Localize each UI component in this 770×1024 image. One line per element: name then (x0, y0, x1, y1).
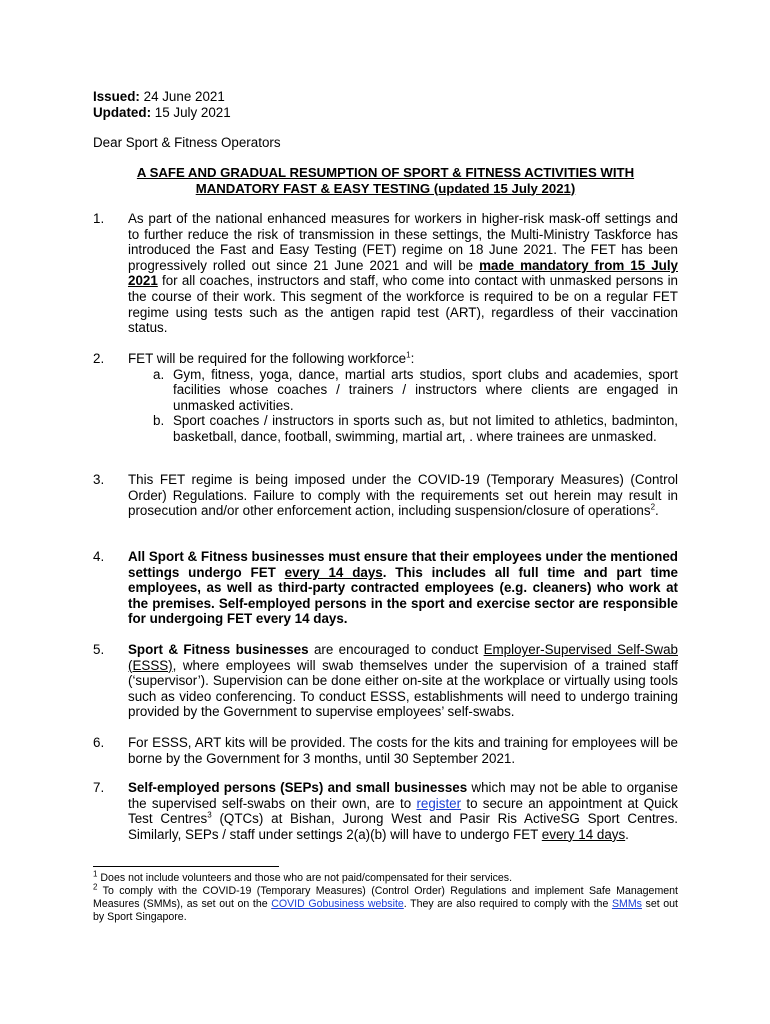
salutation: Dear Sport & Fitness Operators (93, 135, 281, 150)
footnote-mark: 2 (93, 882, 98, 892)
footnote-divider (93, 866, 279, 867)
register-link[interactable]: register (416, 795, 462, 811)
paragraph-2 (93, 351, 678, 445)
every-14-days-emphasis: every 14 days (284, 564, 383, 580)
text-span: : (410, 351, 415, 366)
list-letter: b. (153, 413, 165, 429)
text-span: This FET regime is being imposed under the COVID-19 (Temporary Measures) (Control Order) Regulations. Failure to comply with the requirements set out herein may result in prosecution and/or other enforcement action, including suspension/closure of operations (128, 472, 678, 519)
footnote-1 (93, 869, 678, 885)
paragraph-6 (93, 735, 678, 766)
text-span: to secure an appointment at Quick Test Centres (128, 795, 678, 827)
paragraph-4 (93, 549, 678, 627)
paragraph-body: For ESSS, ART kits will be provided. The costs for the kits and training for employees will be borne by the Government for 3 months, until 30 September 2021. (128, 735, 678, 766)
footnote-text: Does not include volunteers and those who are not paid/compensated for their services. (97, 872, 513, 884)
sub-list (128, 367, 678, 445)
footnote-ref-2: 2 (650, 502, 656, 512)
paragraph-number: 7. (93, 780, 105, 795)
smms-link[interactable]: SMMs (611, 898, 642, 910)
paragraph-1 (93, 211, 678, 336)
text-span: . This includes all full time and part time employees, as well as third-party contracted employees (e.g. cleaners) who work at the premises. Self-employed persons in the sport and exercise sector are responsible for undergoing FET every 14 days. (128, 564, 678, 627)
footnote-mark: 1 (93, 869, 98, 879)
paragraph-3 (93, 472, 678, 519)
text-span: . (655, 503, 659, 519)
text-span: Sport & Fitness businesses (128, 642, 309, 657)
paragraph-5 (93, 642, 678, 720)
paragraph-number: 6. (93, 735, 105, 750)
paragraph-body (128, 472, 678, 519)
paragraph-number: 2. (93, 351, 105, 366)
paragraph-body (128, 642, 678, 720)
text-span: FET will be required for the following workforce (128, 351, 407, 366)
text-span: which may not be able to organise the supervised self-swabs on their own, are to (128, 780, 678, 811)
letter-title (93, 165, 678, 196)
issued-line (93, 88, 225, 105)
updated-line (93, 104, 231, 121)
mandatory-date-emphasis: made mandatory from 15 July 2021 (128, 257, 678, 289)
text-span: for all coaches, instructors and staff, who come into contact with unmasked persons in the course of their work. This segment of the workforce is required to be on a regular FET regime using tests such as the antigen rapid test (ART), regardless of their vaccination status. (128, 273, 678, 336)
list-item-text: Sport coaches / instructors in sports such as, but not limited to athletics, badminton, basketball, dance, football, swimming, martial art, . where trainees are unmasked. (173, 413, 678, 444)
paragraph-body (128, 549, 678, 627)
issued-label: Issued: (93, 89, 140, 104)
title-line-1: A SAFE AND GRADUAL RESUMPTION OF SPORT & FITNESS ACTIVITIES WITH (136, 165, 635, 180)
text-span: , where employees will swab themselves under the supervision of a trained staff (‘supervisor’). Supervision can be done either on-site at the workplace or virtually using tools such as video conferencing. To conduct ESSS, establishments will need to undergo training provided by the Government to supervise employees’ self-swabs. (128, 657, 678, 720)
updated-label: Updated: (93, 105, 152, 120)
issued-date: 24 June 2021 (143, 89, 225, 104)
footnote-ref-3: 3 (207, 810, 212, 820)
paragraph-number: 4. (93, 549, 105, 564)
every-14-days-emphasis: every 14 days (541, 826, 626, 842)
footnote-text: To comply with the COVID-19 (Temporary Measures) (Control Order) Regulations and implement Safe Management Measures (SMMs), as set out on the (93, 885, 678, 910)
footnote-text: . They are also required to comply with the (403, 898, 612, 910)
list-letter: a. (153, 366, 165, 382)
paragraph-body (128, 351, 678, 367)
list-item-a (153, 367, 678, 414)
text-span: (QTCs) at Bishan, Jurong West and Pasir Ris ActiveSG Sport Centres. Similarly, SEPs / staff under settings 2(a)(b) will have to undergo FET (128, 811, 679, 842)
title-line-2: MANDATORY FAST & EASY TESTING (updated 15 July 2021) (195, 180, 576, 196)
list-item-b (153, 413, 678, 444)
updated-date: 15 July 2021 (154, 105, 231, 120)
footnote-2 (93, 882, 678, 924)
paragraph-number: 3. (93, 472, 105, 487)
paragraph-number: 5. (93, 642, 105, 657)
paragraph-body (128, 211, 678, 336)
text-span: Self-employed persons (SEPs) and small businesses (128, 780, 468, 795)
covid-gobusiness-link[interactable]: COVID Gobusiness website (271, 898, 404, 910)
text-span: are encouraged to conduct (308, 642, 484, 657)
text-span: All Sport & Fitness businesses must ensure that their employees under the mentioned settings undergo FET (128, 549, 678, 580)
text-span: As part of the national enhanced measures for workers in higher-risk mask-off settings and to further reduce the risk of transmission in these settings, the Multi-Ministry Taskforce has introduced the Fast and Easy Testing (FET) regime on 18 June 2021. The FET has been progressively rolled out since 21 June 2021 and will be (128, 211, 678, 273)
paragraph-body (128, 780, 678, 842)
paragraph-7 (93, 780, 678, 842)
footnote-ref-1: 1 (406, 350, 411, 360)
footnote-text: set out by Sport Singapore. (93, 898, 678, 923)
esss-term: Employer-Supervised Self-Swab (ESSS) (128, 642, 679, 673)
text-span: . (625, 826, 629, 842)
paragraph-number: 1. (93, 211, 105, 226)
list-item-text: Gym, fitness, yoga, dance, martial arts studios, sport clubs and academies, sport facilities whose coaches / trainers / instructors where clients are engaged in unmasked activities. (173, 366, 678, 413)
